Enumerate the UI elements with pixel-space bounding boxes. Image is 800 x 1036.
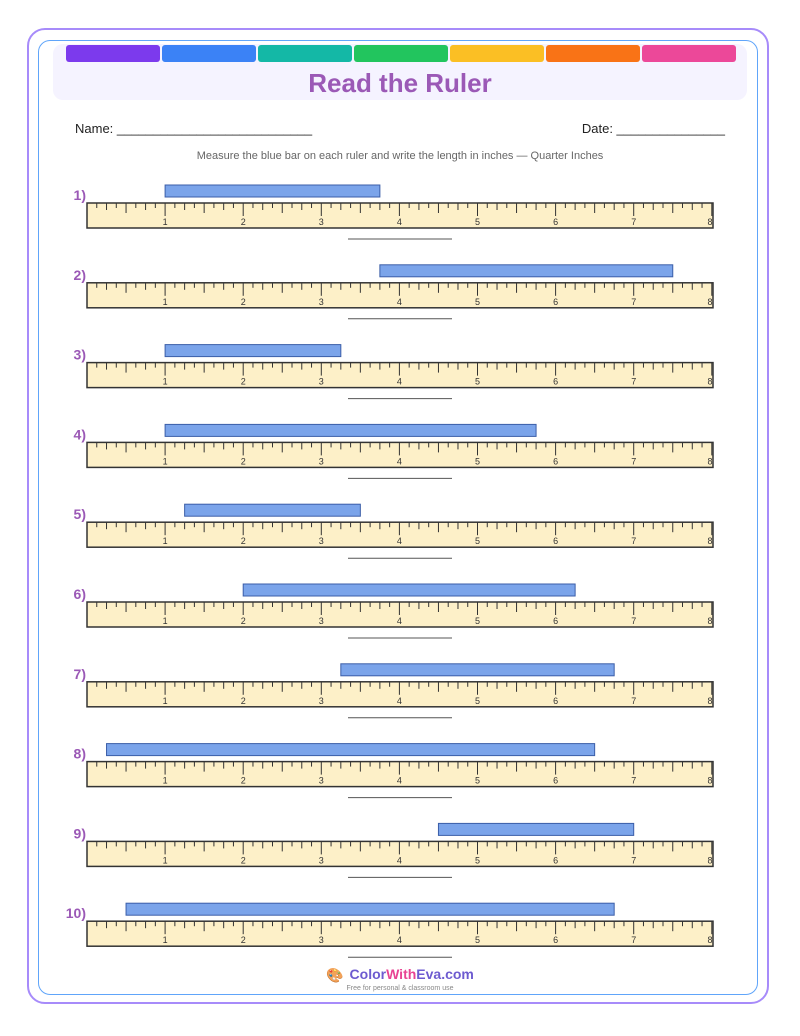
tick-label: 4: [396, 296, 402, 307]
tick-label: 4: [396, 376, 402, 387]
tick-label: 6: [553, 296, 559, 307]
tick-label: 2: [240, 695, 246, 706]
tick-label: 6: [553, 536, 559, 547]
date-field[interactable]: Date: _______________: [581, 121, 725, 136]
tick-label: 3: [318, 296, 324, 307]
tick-label: 4: [396, 536, 402, 547]
tick-label: 5: [474, 296, 481, 307]
tick-label: 2: [240, 855, 246, 866]
ruler-problem: [74, 584, 713, 638]
tick-label: 3: [318, 935, 324, 946]
tick-label: 5: [474, 456, 481, 467]
problem-number: 3): [73, 346, 86, 363]
tick-label: 8: [707, 855, 713, 866]
tick-label: 4: [396, 456, 402, 467]
tick-label: 7: [631, 456, 637, 467]
tick-label: 7: [631, 855, 637, 866]
tick-label: 6: [553, 775, 559, 786]
problem-number: 10): [65, 905, 86, 922]
measure-bar: [341, 664, 614, 676]
tick-label: 3: [318, 695, 324, 706]
footer-brand[interactable]: [0, 966, 800, 984]
tick-label: 2: [240, 935, 246, 946]
tick-label: 4: [396, 775, 402, 786]
tick-label: 1: [162, 616, 168, 626]
brand-main: Color: [349, 966, 387, 982]
page-title: Read the Ruler: [308, 68, 492, 98]
tick-label: 1: [162, 775, 168, 786]
measure-bar: [165, 185, 380, 197]
ruler-problem: [74, 265, 713, 319]
measure-bar: [185, 504, 361, 516]
tick-label: 3: [318, 456, 324, 467]
tick-label: 6: [553, 935, 559, 946]
tick-label: 3: [318, 536, 324, 547]
tick-label: 8: [707, 695, 713, 706]
tick-label: 2: [240, 536, 246, 547]
tick-label: 8: [707, 296, 713, 307]
tick-label: 2: [240, 616, 246, 626]
tick-label: 8: [707, 217, 713, 227]
tick-label: 6: [553, 695, 559, 706]
problem-number: 2): [73, 266, 86, 283]
tick-label: 5: [474, 217, 481, 227]
tick-label: 8: [707, 536, 713, 547]
tick-label: 3: [318, 616, 324, 626]
tick-label: 5: [474, 775, 481, 786]
tick-label: 3: [318, 775, 324, 786]
footer-sub: Free for personal & classroom use: [346, 985, 454, 992]
tick-label: 1: [162, 935, 168, 946]
tick-label: 5: [474, 616, 481, 626]
ruler-problem: [74, 823, 713, 877]
instructions: Measure the blue bar on each ruler and write the length in inches — Quarter Inches: [196, 150, 604, 162]
tick-label: 3: [318, 855, 324, 866]
tick-label: 7: [631, 296, 637, 307]
tick-label: 6: [553, 855, 559, 866]
name-field[interactable]: Name: ___________________________: [75, 121, 313, 136]
tick-label: 1: [162, 296, 168, 307]
ruler-problem: [66, 903, 713, 957]
measure-bar: [438, 823, 633, 835]
tick-label: 7: [631, 536, 637, 547]
tick-label: 1: [162, 536, 168, 547]
tick-label: 1: [162, 695, 168, 706]
tick-label: 2: [240, 456, 246, 467]
tick-label: 6: [553, 376, 559, 387]
ruler-problem: [74, 504, 713, 558]
ruler-problem: [74, 744, 713, 798]
tick-label: 3: [318, 376, 324, 387]
brand-accent: With: [386, 966, 417, 982]
tick-label: 7: [631, 217, 637, 227]
ruler-problem: [74, 424, 713, 478]
tick-label: 8: [707, 376, 713, 387]
ruler-problem: [74, 664, 713, 718]
measure-bar: [126, 903, 614, 915]
problem-number: 8): [73, 745, 86, 762]
measure-bar: [165, 424, 536, 436]
measure-bar: [165, 345, 341, 357]
problem-number: 4): [73, 426, 86, 443]
tick-label: 4: [396, 855, 402, 866]
tick-label: 3: [318, 217, 324, 227]
problem-number: 7): [73, 665, 86, 682]
tick-label: 8: [707, 616, 713, 626]
tick-label: 5: [474, 855, 481, 866]
tick-label: 1: [162, 376, 168, 387]
tick-label: 5: [474, 536, 481, 547]
tick-label: 8: [707, 775, 713, 786]
brand-end: Eva.com: [416, 966, 474, 982]
tick-label: 8: [707, 935, 713, 946]
measure-bar: [107, 744, 595, 756]
tick-label: 7: [631, 775, 637, 786]
measure-bar: [380, 265, 673, 277]
tick-label: 1: [162, 217, 168, 227]
problem-number: 6): [73, 586, 86, 602]
palette-icon: 🎨: [326, 967, 344, 983]
tick-label: 4: [396, 935, 402, 946]
tick-label: 7: [631, 935, 637, 946]
tick-label: 7: [631, 695, 637, 706]
tick-label: 1: [162, 456, 168, 467]
tick-label: 7: [631, 616, 637, 626]
tick-label: 1: [162, 855, 168, 866]
tick-label: 8: [707, 456, 713, 467]
tick-label: 5: [474, 376, 481, 387]
tick-label: 2: [240, 376, 246, 387]
tick-label: 4: [396, 695, 402, 706]
measure-bar: [243, 584, 575, 596]
tick-label: 2: [240, 217, 246, 227]
ruler-problem: [74, 345, 713, 399]
problem-number: 1): [73, 187, 86, 203]
footer: [0, 966, 800, 992]
tick-label: 4: [396, 217, 402, 227]
tick-label: 6: [553, 217, 559, 227]
tick-label: 6: [553, 456, 559, 467]
tick-label: 2: [240, 775, 246, 786]
tick-label: 2: [240, 296, 246, 307]
tick-label: 4: [396, 616, 402, 626]
problem-number: 5): [73, 506, 86, 523]
ruler-problem: [74, 185, 713, 239]
problem-number: 9): [73, 825, 86, 842]
tick-label: 6: [553, 616, 559, 626]
tick-label: 5: [474, 695, 481, 706]
tick-label: 7: [631, 376, 637, 387]
tick-label: 5: [474, 935, 481, 946]
